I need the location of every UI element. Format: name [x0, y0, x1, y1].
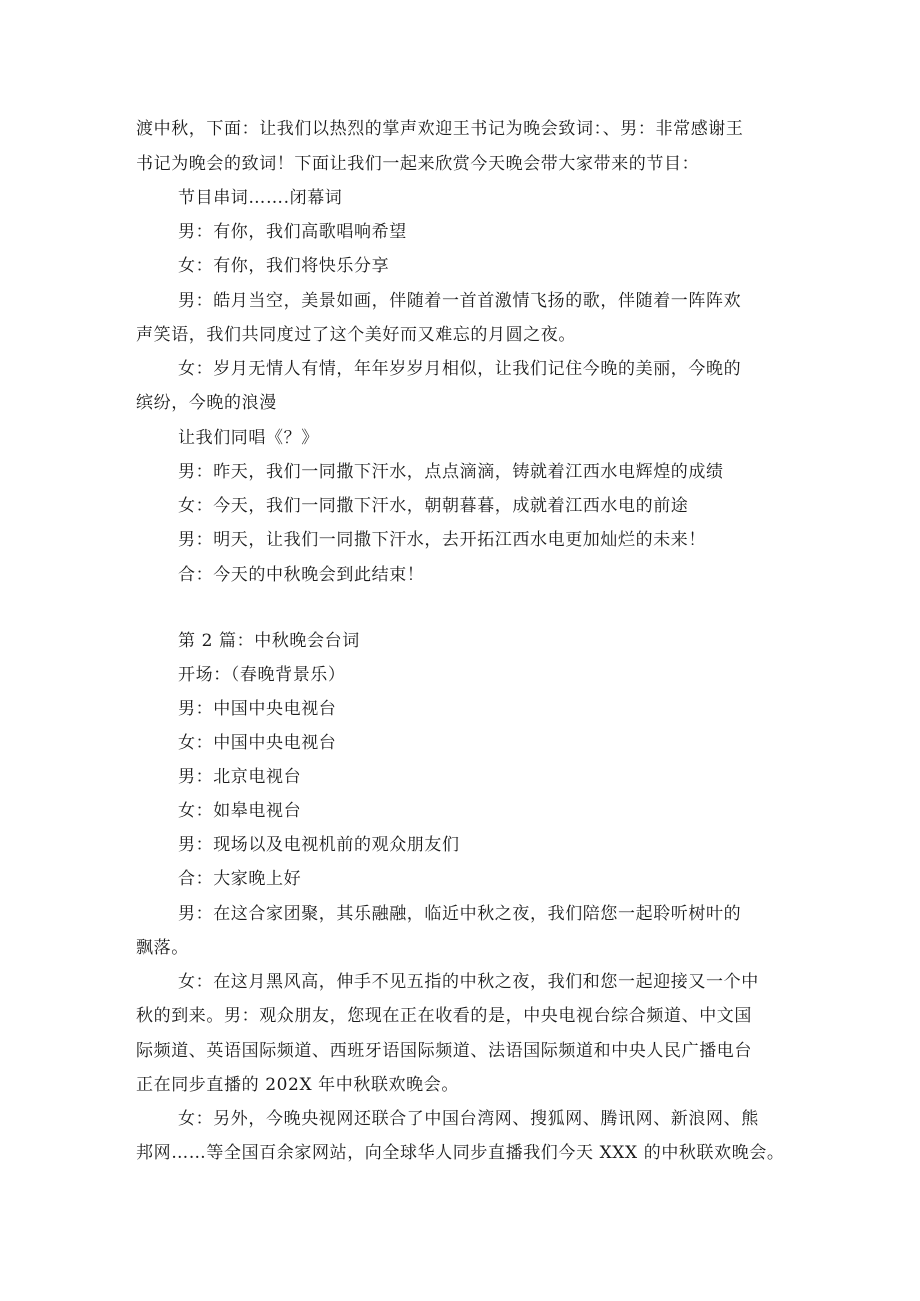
paragraph-line: 男：昨天，我们一同撒下汗水，点点滴滴，铸就着江西水电辉煌的成绩: [178, 462, 724, 482]
paragraph-line: 女：如皋电视台: [178, 801, 302, 821]
paragraph-line: 女：今天，我们一同撒下汗水，朝朝暮暮，成就着江西水电的前途: [178, 496, 689, 516]
paragraph-line: 女：另外，今晚央视网还联合了中国台湾网、搜狐网、腾讯网、新浪网、熊: [178, 1109, 759, 1129]
paragraph-line: 渡中秋，下面：让我们以热烈的掌声欢迎王书记为晚会致词：、男：非常感谢王: [136, 119, 744, 139]
paragraph-line: 女：岁月无情人有情，年年岁岁月相似，让我们记住今晚的美丽，今晚的: [178, 359, 742, 379]
paragraph-line: 缤纷，今晚的浪漫: [136, 393, 277, 413]
paragraph-line: 书记为晚会的致词！下面让我们一起来欣赏今天晚会带大家带来的节目：: [136, 154, 700, 174]
paragraph-line: 男：皓月当空，美景如画，伴随着一首首激情飞扬的歌，伴随着一阵阵欢: [178, 291, 742, 311]
section-heading: 第 2 篇：中秋晚会台词: [178, 631, 360, 651]
paragraph-line: 男：中国中央电视台: [178, 699, 337, 719]
paragraph-line: 合：今天的中秋晚会到此结束！: [178, 565, 425, 585]
paragraph-line: 男：在这合家团聚，其乐融融，临近中秋之夜，我们陪您一起聆听树叶的: [178, 904, 742, 924]
paragraph-line: 声笑语，我们共同度过了这个美好而又难忘的月圆之夜。: [136, 325, 576, 345]
paragraph-line: 男：北京电视台: [178, 767, 302, 787]
paragraph-line: 男：有你，我们高歌唱响希望: [178, 222, 407, 242]
paragraph-line: 合：大家晚上好: [178, 869, 302, 889]
paragraph-line: 正在同步直播的 202X 年中秋联欢晚会。: [136, 1075, 459, 1095]
paragraph-line: 开场：（春晚背景乐）: [178, 665, 346, 685]
paragraph-line: 男：现场以及电视机前的观众朋友们: [178, 835, 460, 855]
paragraph-line: 秋的到来。男：观众朋友，您现在正在收看的是，中央电视台综合频道、中文国: [136, 1006, 752, 1026]
paragraph-line: 男：明天，让我们一同撒下汗水，去开拓江西水电更加灿烂的未来！: [178, 530, 706, 550]
paragraph-line: 让我们同唱《？》: [178, 428, 319, 448]
paragraph-line: 女：在这月黑风高，伸手不见五指的中秋之夜，我们和您一起迎接又一个中: [178, 972, 759, 992]
paragraph-line: 女：有你，我们将快乐分享: [178, 256, 390, 276]
paragraph-line: 女：中国中央电视台: [178, 733, 337, 753]
paragraph-line: 邦网……等全国百余家网站，向全球华人同步直播我们今天 XXX 的中秋联欢晚会。: [136, 1143, 785, 1163]
paragraph-line: 飘落。: [136, 938, 189, 958]
paragraph-line: 际频道、英语国际频道、西班牙语国际频道、法语国际频道和中央人民广播电台: [136, 1041, 752, 1061]
paragraph-line: 节目串词…….闭幕词: [178, 188, 343, 208]
